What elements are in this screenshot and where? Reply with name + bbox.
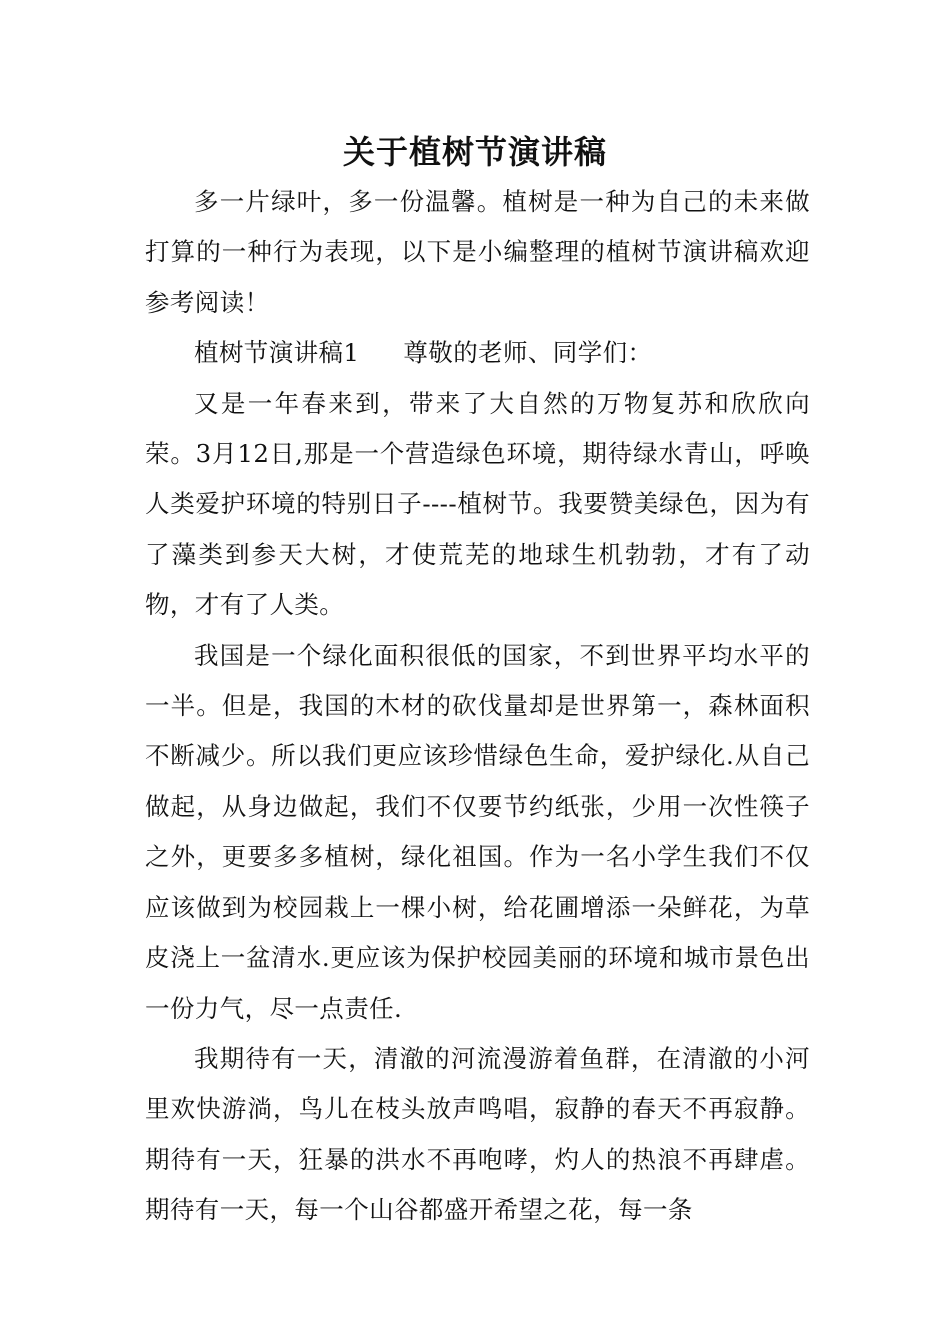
- speech-heading: 植树节演讲稿1: [194, 338, 360, 368]
- paragraph-hope: 我期待有一天，清澈的河流漫游着鱼群，在清澈的小河里欢快游淌，鸟儿在枝头放声鸣唱，寂静的春天不再寂静。期待有一天，狂暴的洪水不再咆哮，灼人的热浪不再肆虐。期待有一天，每一个山谷都盛开希望之花，每一条: [145, 1043, 810, 1225]
- salutation: 尊敬的老师、同学们：: [403, 338, 653, 368]
- paragraph-greening: 我国是一个绿化面积很低的国家，不到世界平均水平的一半。但是，我国的木材的砍伐量却是世界第一，森林面积不断减少。所以我们更应该珍惜绿色生命，爱护绿化.从自己做起，从身边做起，我们不仅要节约纸张，少用一次性筷子之外，更要多多植树，绿化祖国。作为一名小学生我们不仅应该做到为校园栽上一棵小树，给花圃增添一朵鲜花，为草皮浇上一盆清水.更应该为保护校园美丽的环境和城市景色出一份力气，尽一点责任.: [145, 640, 810, 1023]
- document-title: 关于植树节演讲稿: [342, 133, 607, 171]
- paragraph-spring: 又是一年春来到，带来了大自然的万物复苏和欣欣向荣。3月12日,那是一个营造绿色环境，期待绿水青山，呼唤人类爱护环境的特别日子----植树节。我要赞美绿色，因为有了藻类到参天大树，才使荒芜的地球生机勃勃，才有了动物，才有了人类。: [145, 388, 810, 620]
- document-body: [145, 177, 810, 1236]
- speech-heading-line: [145, 328, 810, 378]
- intro-paragraph: 多一片绿叶，多一份温馨。植树是一种为自己的未来做打算的一种行为表现，以下是小编整理的植树节演讲稿欢迎参考阅读！: [145, 187, 810, 317]
